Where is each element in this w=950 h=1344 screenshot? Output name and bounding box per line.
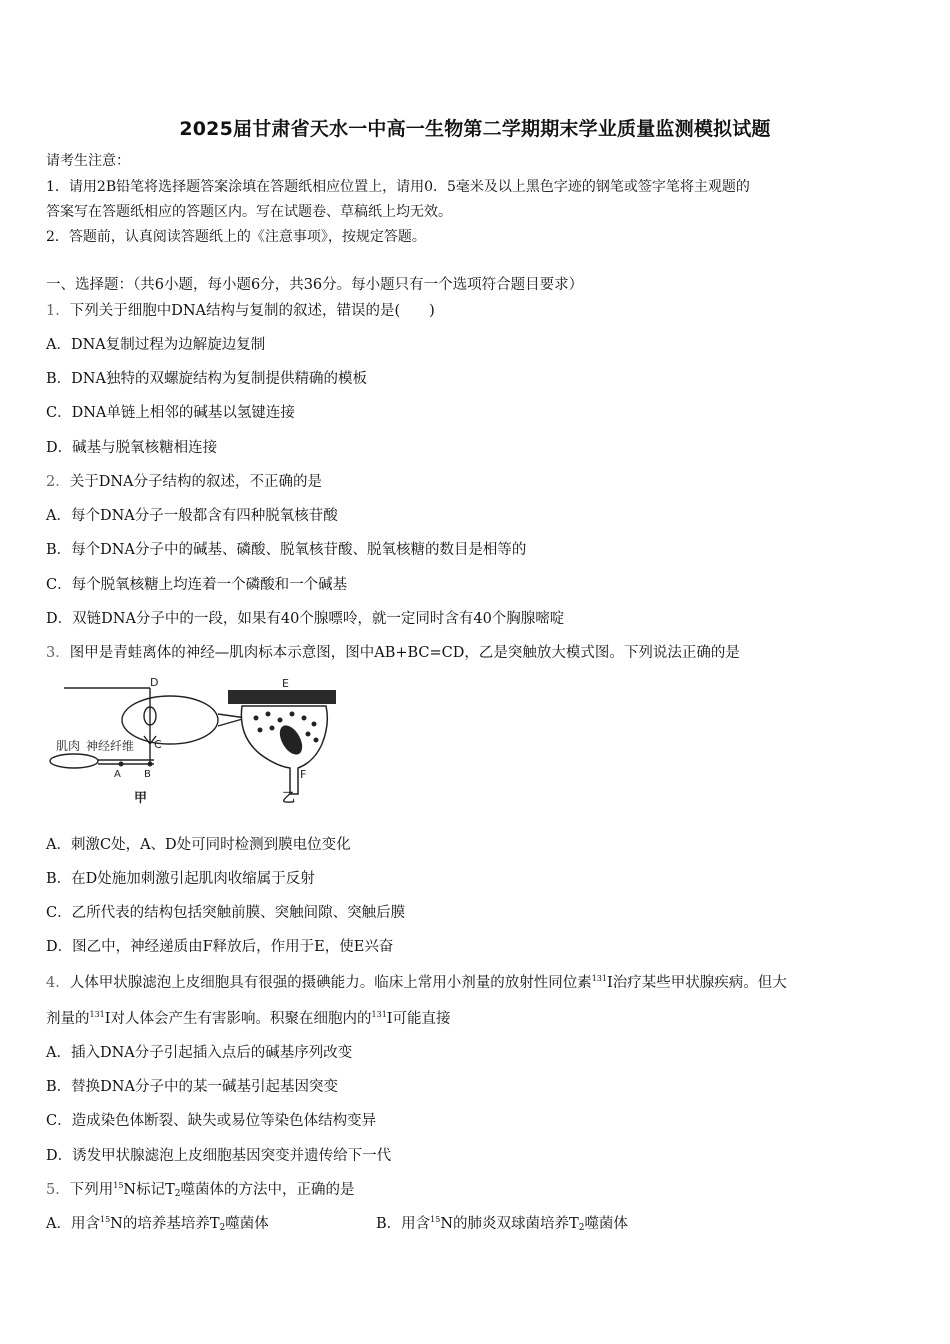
question-5	[46, 1181, 355, 1199]
option-text: 的肺炎双球菌培养T	[453, 1216, 579, 1232]
vesicle	[306, 732, 311, 737]
question-2	[46, 473, 322, 491]
muscle-label: 肌肉	[56, 739, 81, 753]
vesicle	[290, 712, 295, 717]
vesicle	[278, 718, 283, 723]
vesicle	[314, 738, 319, 743]
figure-jia	[50, 688, 246, 768]
option-text: A．用含	[46, 1216, 100, 1232]
section-heading: 一、选择题：（共6小题，每小题6分，共36分。每小题只有一个选项符合题目要求）	[46, 277, 584, 293]
nerve-label: 神经纤维	[86, 739, 135, 753]
option-text: 噬菌体	[584, 1216, 628, 1232]
label-d: D	[150, 676, 159, 689]
notice-line-2: 2．答题前，认真阅读答题纸上的《注意事项》，按规定答题。	[46, 229, 426, 245]
isotope-mass: 131	[371, 1010, 387, 1019]
question-stem-a: 人体甲状腺滤泡上皮细胞具有很强的摄碘能力。临床上常用小剂量的放射性同位素	[69, 975, 592, 991]
phage-subscript: 2	[578, 1223, 585, 1233]
question-4-cont	[46, 1010, 451, 1028]
isotope-symbol: I	[607, 975, 613, 991]
option-4c: C．造成染色体断裂、缺失或易位等染色体结构变异	[46, 1113, 377, 1129]
option-4b: B．替换DNA分子中的某一碱基引起基因突变	[46, 1079, 338, 1095]
option-4d: D．诱发甲状腺滤泡上皮细胞基因突变并遗传给下一代	[46, 1148, 392, 1164]
question-stem-b: 治疗某些甲状腺疾病。但大	[612, 975, 787, 991]
option-5a	[46, 1215, 269, 1233]
option-3a: A．刺激C处，A、D处可同时检测到膜电位变化	[46, 837, 351, 853]
question-stem-c: 噬菌体的方法中，正确的是	[180, 1182, 355, 1198]
option-3d: D．图乙中，神经递质由F释放后，作用于E，使E兴奋	[46, 939, 394, 955]
caption-yi: 乙	[282, 791, 296, 806]
question-number: 1．	[46, 303, 70, 319]
label-f: F	[300, 768, 307, 781]
notice-heading: 请考生注意：	[46, 153, 130, 169]
question-1	[46, 302, 435, 320]
phage-subscript: 2	[174, 1189, 181, 1199]
vesicle	[254, 716, 259, 721]
question-stem-b: 标记T	[136, 1182, 175, 1198]
isotope-symbol: I	[386, 1011, 393, 1027]
question-number: 3．	[46, 645, 70, 661]
isotope-mass: 131	[89, 1010, 105, 1019]
label-e: E	[282, 677, 289, 690]
caption-jia: 甲	[134, 791, 148, 806]
option-2c: C．每个脱氧核糖上均连着一个磷酸和一个碱基	[46, 577, 348, 593]
figure-yi	[228, 690, 336, 794]
isotope-symbol: N	[440, 1216, 454, 1232]
figure-svg	[46, 674, 346, 814]
option-3c: C．乙所代表的结构包括突触前膜、突触间隙、突触后膜	[46, 905, 406, 921]
notice-line-1: 1．请用2B铅笔将选择题答案涂填在答题纸相应位置上，请用0．5毫米及以上黑色字迹的钢笔或签字笔将主观题的	[46, 179, 750, 195]
isotope-mass: 15	[430, 1215, 441, 1224]
vesicle	[258, 728, 263, 733]
option-2b: B．每个DNA分子中的碱基、磷酸、脱氧核苷酸、脱氧核糖的数目是相等的	[46, 542, 527, 558]
label-b: B	[144, 769, 151, 780]
option-text: B．用含	[376, 1216, 431, 1232]
isotope-mass: 15	[99, 1215, 111, 1224]
phage-subscript: 2	[219, 1223, 226, 1233]
question-stem: 关于DNA分子结构的叙述，不正确的是	[69, 474, 323, 490]
question-stem-a: 下列用	[69, 1182, 114, 1198]
option-3b: B．在D处施加刺激引起肌肉收缩属于反射	[46, 871, 315, 887]
question-number: 5．	[46, 1182, 70, 1198]
option-2d: D．双链DNA分子中的一段，如果有40个腺嘌呤，就一定同时含有40个胸腺嘧啶	[46, 611, 565, 627]
point-b	[148, 762, 152, 766]
option-5b	[376, 1215, 628, 1233]
postsynaptic-membrane	[228, 690, 336, 704]
page-title: 2025届甘肃省天水一中高一生物第二学期期末学业质量监测模拟试题	[179, 118, 771, 140]
point-a	[119, 762, 123, 766]
notice-line-1-cont: 答案写在答题纸相应的答题区内。写在试题卷、草稿纸上均无效。	[46, 204, 452, 220]
option-1b: B．DNA独特的双螺旋结构为复制提供精确的模板	[46, 371, 367, 387]
muscle	[50, 754, 98, 768]
isotope-symbol: N	[110, 1216, 123, 1232]
question-4	[46, 974, 787, 992]
question-stem2-a: 剂量的	[46, 1011, 90, 1027]
option-1c: C．DNA单链上相邻的碱基以氢键连接	[46, 405, 295, 421]
question-number: 2．	[46, 474, 70, 490]
nerve-muscle-figure	[46, 674, 346, 814]
vesicle	[312, 722, 317, 727]
isotope-mass: 15	[113, 1181, 124, 1190]
label-a: A	[114, 769, 121, 780]
isotope-symbol: N	[123, 1182, 137, 1198]
isotope-mass: 131	[591, 974, 608, 983]
question-number: 4．	[46, 975, 70, 991]
option-text: 噬菌体	[225, 1216, 269, 1232]
isotope-symbol: I	[104, 1011, 111, 1027]
question-stem2-b: 对人体会产生有害影响。积聚在细胞内的	[110, 1011, 372, 1027]
question-3	[46, 644, 740, 662]
question-stem2-c: 可能直接	[392, 1011, 451, 1027]
option-4a: A．插入DNA分子引起插入点后的碱基序列改变	[46, 1045, 353, 1061]
question-stem: 下列关于细胞中DNA结构与复制的叙述，错误的是( )	[69, 303, 435, 319]
label-c: C	[154, 738, 162, 751]
option-text: 的培养基培养T	[122, 1216, 220, 1232]
option-1a: A．DNA复制过程为边解旋边复制	[46, 337, 266, 353]
vesicle	[270, 726, 275, 731]
option-2a: A．每个DNA分子一般都含有四种脱氧核苷酸	[46, 508, 338, 524]
vesicle	[302, 716, 307, 721]
option-1d: D．碱基与脱氧核糖相连接	[46, 440, 218, 456]
question-stem: 图甲是青蛙离体的神经—肌肉标本示意图，图中AB+BC=CD，乙是突触放大模式图。下列说法正确的是	[69, 645, 740, 661]
nerve-cell-oval	[122, 696, 218, 744]
vesicle	[266, 712, 271, 717]
